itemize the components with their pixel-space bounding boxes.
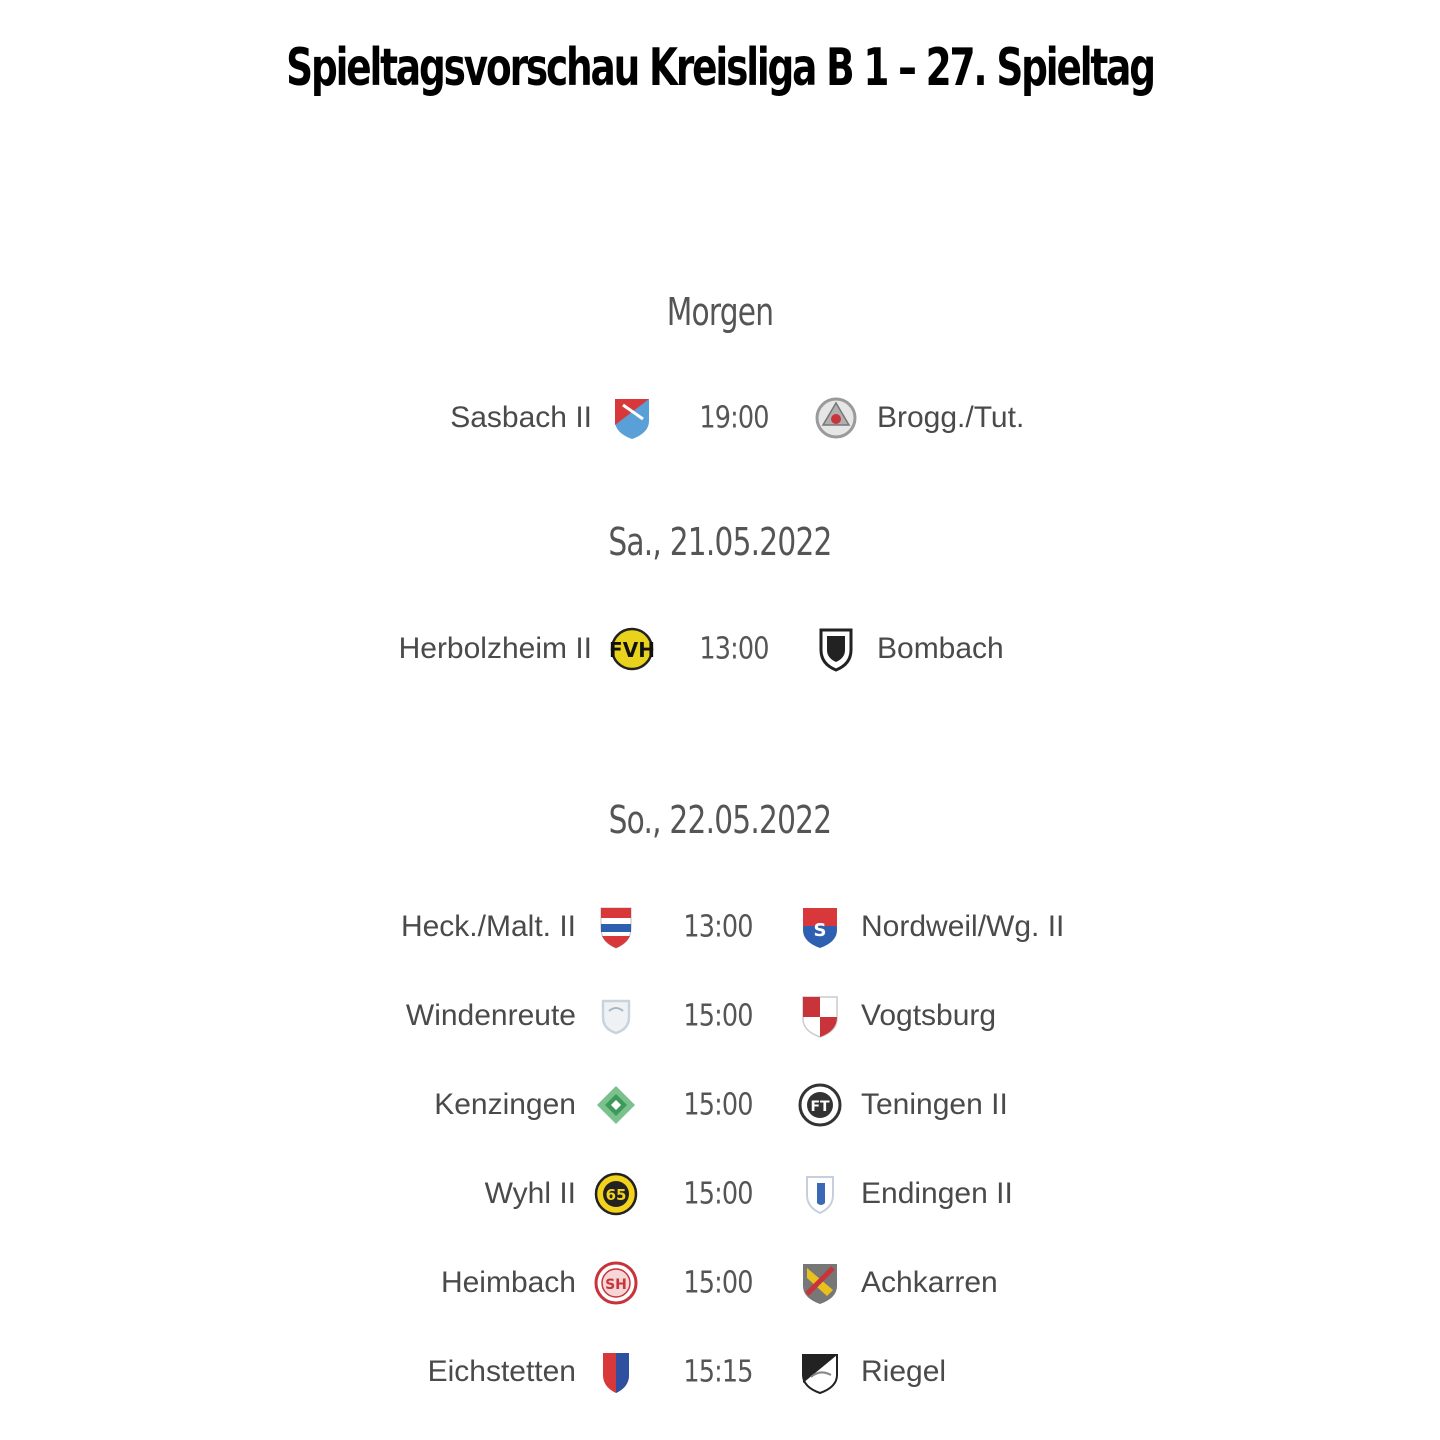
match-row[interactable] [0,1164,1440,1224]
wyhl-crest-icon [593,1171,639,1217]
svg-text:65: 65 [605,1186,627,1204]
eichstetten-crest-icon [593,1349,639,1395]
sasbach-crest-icon [609,395,655,441]
day-header-sunday: So., 22.05.2022 [608,798,832,842]
page-title: Spieltagsvorschau Kreisliga B 1 – 27. Spieltag [286,38,1154,98]
nordweil-crest-icon [797,904,843,950]
away-team-name[interactable]: Endingen II [861,1177,1013,1210]
bombach-crest-icon [813,626,859,672]
home-team-name[interactable]: Heck./Malt. II [400,910,576,943]
away-team-name[interactable]: Nordweil/Wg. II [861,910,1065,943]
away-team-name[interactable]: Bombach [877,632,1004,665]
teningen-crest-icon [797,1082,843,1128]
heimbach-crest-icon [593,1260,639,1306]
kickoff-time: 13:00 [699,631,769,667]
kenzingen-crest-icon [593,1082,639,1128]
heckmalt-crest-icon [593,904,639,950]
home-team-name[interactable]: Wyhl II [484,1177,576,1210]
riegel-crest-icon [797,1349,843,1395]
home-team-name[interactable]: Eichstetten [427,1355,576,1388]
endingen-crest-icon [797,1171,843,1217]
match-row[interactable] [0,1342,1440,1402]
match-row[interactable] [0,388,1440,448]
home-team-name[interactable]: Windenreute [405,999,576,1032]
away-team-name[interactable]: Achkarren [861,1266,998,1299]
achkarren-crest-icon [797,1260,843,1306]
kickoff-time: 15:00 [683,1265,753,1301]
kickoff-time: 13:00 [683,909,753,945]
match-row[interactable] [0,619,1440,679]
svg-text:SH: SH [605,1277,627,1293]
match-row[interactable] [0,1075,1440,1135]
home-team-name[interactable]: Heimbach [440,1266,576,1299]
kickoff-time: 19:00 [699,400,769,436]
match-row[interactable] [0,1253,1440,1313]
svg-text:S: S [813,920,827,941]
kickoff-time: 15:00 [683,1087,753,1123]
away-team-name[interactable]: Teningen II [861,1088,1008,1121]
brogg-crest-icon [813,395,859,441]
svg-text:FT: FT [810,1099,830,1115]
away-team-name[interactable]: Riegel [861,1355,947,1388]
windenreute-crest-icon [593,993,639,1039]
vogtsburg-crest-icon [797,993,843,1039]
kickoff-time: 15:00 [683,1176,753,1212]
away-team-name[interactable]: Brogg./Tut. [877,401,1025,434]
day-header-saturday: Sa., 21.05.2022 [608,520,832,564]
kickoff-time: 15:00 [683,998,753,1034]
svg-text:FVH: FVH [609,638,655,662]
kickoff-time: 15:15 [683,1354,753,1390]
match-row[interactable] [0,897,1440,957]
match-row[interactable] [0,986,1440,1046]
home-team-name[interactable]: Sasbach II [450,401,592,434]
home-team-name[interactable]: Herbolzheim II [398,632,592,665]
home-team-name[interactable]: Kenzingen [434,1088,576,1121]
away-team-name[interactable]: Vogtsburg [861,999,997,1032]
day-header-morgen: Morgen [666,290,774,334]
herbolzheim-crest-icon [609,626,655,672]
